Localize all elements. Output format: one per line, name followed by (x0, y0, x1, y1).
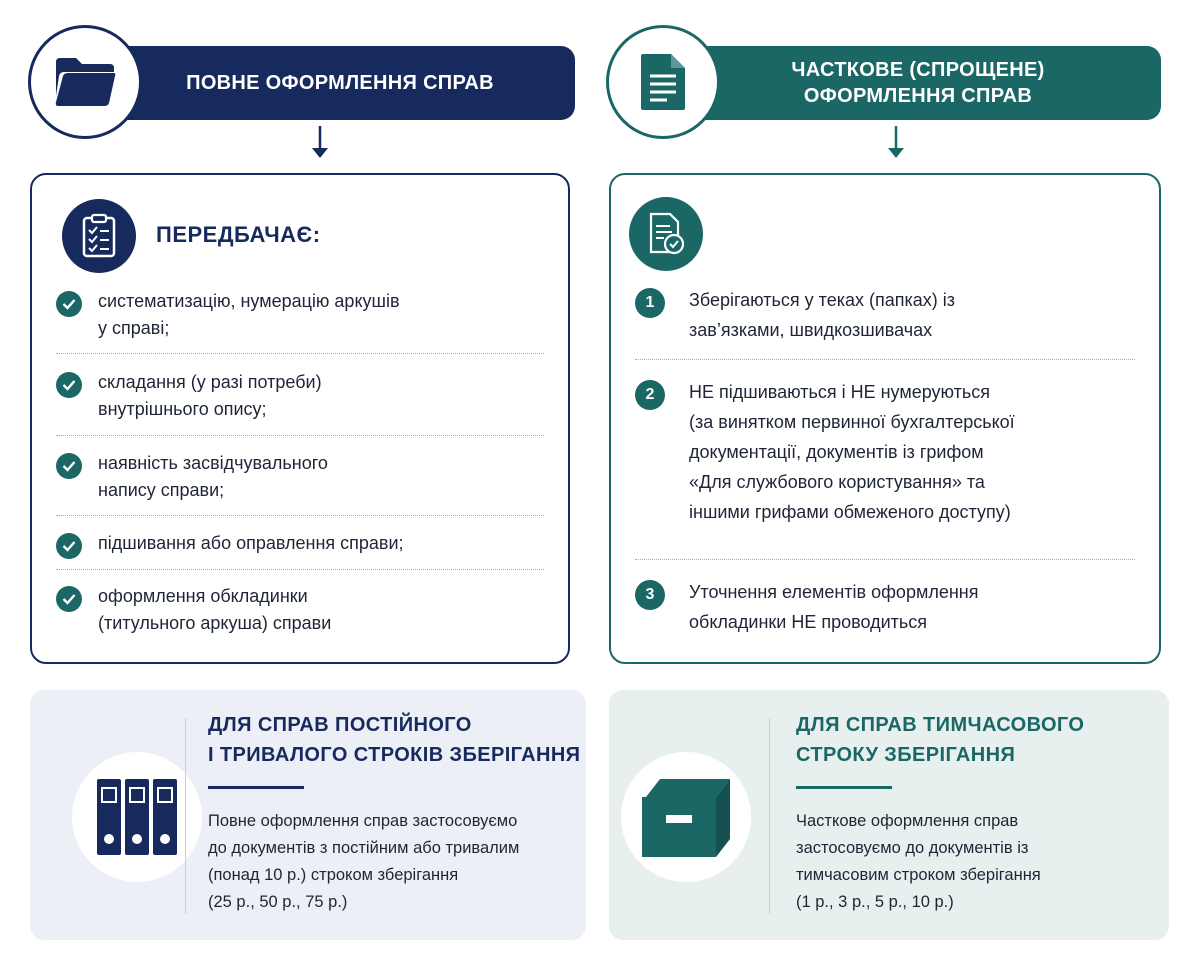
panel-divider (185, 718, 186, 914)
permanent-storage-text: Повне оформлення справ застосовуємо до документів з постійним або тривалим (понад 10 р.) строком зберігання (25 р., 50 р., 75 р.) (208, 812, 520, 911)
archive-box-badge (621, 752, 751, 882)
list-item-text: Зберігаються у теках (папках) із зав’язками, швидкозшивачах (689, 290, 956, 340)
divider (56, 353, 544, 354)
clipboard-badge (62, 199, 136, 273)
partial-processing-title: ЧАСТКОВЕ (СПРОЩЕНЕ) ОФОРМЛЕННЯ СПРАВ (791, 59, 1045, 107)
list-item (56, 583, 546, 639)
binders-icon (95, 777, 179, 857)
title-underline (208, 786, 304, 789)
divider (635, 559, 1135, 560)
document-badge (606, 25, 720, 139)
check-icon (56, 291, 82, 317)
partial-processing-card (609, 173, 1161, 664)
list-item (56, 369, 546, 425)
document-check-icon (646, 212, 686, 256)
check-icon (56, 533, 82, 559)
list-item-text: оформлення обкладинки (титульного аркуша) справи (98, 586, 332, 633)
clipboard-checklist-icon (79, 213, 119, 259)
temporary-storage-title: ДЛЯ СПРАВ ТИМЧАСОВОГО СТРОКУ ЗБЕРІГАННЯ (796, 714, 1085, 766)
check-icon (56, 586, 82, 612)
divider (56, 515, 544, 516)
list-item-text: НЕ підшиваються і НЕ нумеруються (за винятком первинної бухгалтерської документації, документів із грифом «Для службового користування» та іншими грифами обмеженого доступу) (689, 382, 1015, 522)
check-icon (56, 453, 82, 479)
list-item-text: Уточнення елементів оформлення обкладинки НЕ проводиться (689, 582, 979, 632)
right-down-arrow-icon (886, 126, 906, 160)
divider (56, 569, 544, 570)
temporary-storage-text: Часткове оформлення справ застосовуємо до документів із тимчасовим строком зберігання (1 р., 3 р., 5 р., 10 р.) (796, 812, 1041, 911)
list-item (56, 530, 546, 560)
permanent-storage-panel (30, 690, 586, 940)
temporary-storage-panel (609, 690, 1169, 940)
binders-badge (72, 752, 202, 882)
number-badge: 2 (635, 380, 665, 410)
full-processing-banner (75, 46, 575, 120)
folder-badge (28, 25, 142, 139)
list-item (635, 577, 1139, 639)
list-item-text: підшивання або оправлення справи; (98, 533, 404, 553)
full-processing-title: ПОВНЕ ОФОРМЛЕННЯ СПРАВ (186, 72, 494, 94)
left-down-arrow-icon (310, 126, 330, 160)
list-item (635, 285, 1139, 347)
document-check-badge (629, 197, 703, 271)
partial-processing-banner (655, 46, 1161, 120)
list-item (635, 377, 1139, 531)
divider (56, 435, 544, 436)
document-icon (639, 52, 687, 112)
list-item (56, 288, 546, 344)
list-item-text: складання (у разі потреби) внутрішнього опису; (98, 372, 322, 419)
number-badge: 1 (635, 288, 665, 318)
archive-box-icon (638, 775, 734, 859)
number-badge: 3 (635, 580, 665, 610)
title-underline (796, 786, 892, 789)
list-item-text: систематизацію, нумерацію аркушів у справі; (98, 291, 400, 338)
check-icon (56, 372, 82, 398)
list-item-text: наявність засвідчувального напису справи; (98, 453, 328, 500)
folder-icon (54, 56, 116, 108)
full-processing-card (30, 173, 570, 664)
permanent-storage-title: ДЛЯ СПРАВ ПОСТІЙНОГО І ТРИВАЛОГО СТРОКІВ ЗБЕРІГАННЯ (208, 714, 581, 766)
divider (635, 359, 1135, 360)
panel-divider (769, 718, 770, 914)
list-item (56, 450, 546, 506)
provides-heading: ПЕРЕДБАЧАЄ: (156, 222, 321, 247)
